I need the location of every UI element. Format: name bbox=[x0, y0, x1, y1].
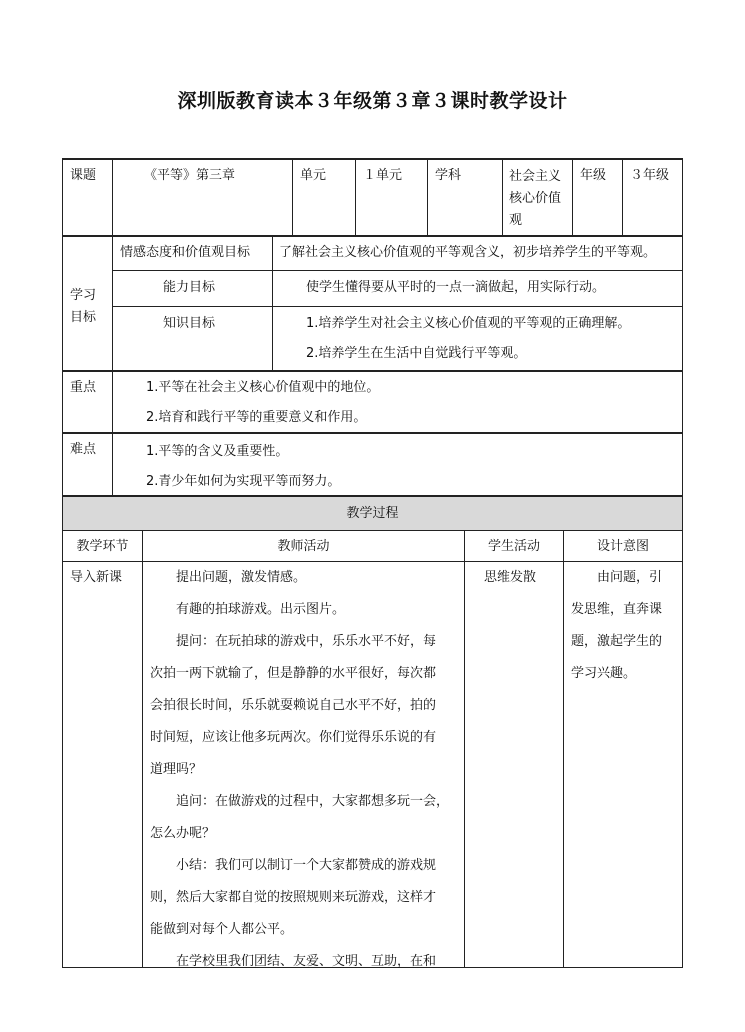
knowledge-objective-item: 2.培养学生在生活中自觉践行平等观。 bbox=[306, 346, 527, 361]
header-student-activity: 学生活动 bbox=[487, 539, 540, 554]
unit-label: 单元 bbox=[300, 168, 327, 183]
topic-label: 课题 bbox=[70, 168, 97, 183]
process-title: 教学过程 bbox=[346, 506, 399, 521]
knowledge-objective-item: 1.培养学生对社会主义核心价值观的平等观的正确理解。 bbox=[306, 316, 631, 331]
knowledge-objective-label: 知识目标 bbox=[163, 316, 216, 331]
design-intent-cell: 由问题，引 发思维，直奔课 题，激起学生的 学习兴趣。 bbox=[571, 570, 663, 681]
difficulties-label: 难点 bbox=[70, 442, 97, 457]
grade-value: ３年级 bbox=[630, 168, 670, 183]
header-stage: 教学环节 bbox=[76, 539, 129, 554]
student-activity-cell: 思维发散 bbox=[484, 570, 537, 585]
emotion-objective-label: 情感态度和价值观目标 bbox=[120, 245, 251, 260]
subject-label: 学科 bbox=[435, 168, 462, 183]
ability-objective-text: 使学生懂得要从平时的一点一滴做起，用实际行动。 bbox=[306, 280, 606, 295]
grade-label: 年级 bbox=[580, 168, 607, 183]
emotion-objective-text: 了解社会主义核心价值观的平等观含义，初步培养学生的平等观。 bbox=[279, 245, 657, 260]
key-point-item: 2.培育和践行平等的重要意义和作用。 bbox=[146, 410, 367, 425]
subject-value: 社会主义 核心价值 观 bbox=[509, 169, 562, 228]
document-title: 深圳版教育读本３年级第３章３课时教学设计 bbox=[177, 90, 568, 112]
unit-value: １单元 bbox=[363, 168, 403, 183]
ability-objective-label: 能力目标 bbox=[163, 280, 216, 295]
difficulty-item: 1.平等的含义及重要性。 bbox=[146, 444, 289, 459]
header-design-intent: 设计意图 bbox=[596, 539, 649, 554]
key-point-item: 1.平等在社会主义核心价值观中的地位。 bbox=[146, 380, 380, 395]
key-points-label: 重点 bbox=[70, 380, 97, 395]
header-teacher-activity: 教师活动 bbox=[277, 539, 330, 554]
difficulty-item: 2.青少年如何为实现平等而努力。 bbox=[146, 474, 341, 489]
teacher-activity-cell: 提出问题，激发情感。 有趣的拍球游戏。出示图片。 提问：在玩拍球的游戏中，乐乐水平不好，每 次拍一两下就输了，但是静静的水平很好，每次都 会拍很长时间，乐乐就耍赖说自己水平不好，拍的 时间短，应该让他多玩两次。你们觉得乐乐说的有 道理吗？ 追问：在做游戏的过程中，大家都想多玩一会， 怎么办呢？ 小结：我们可以制订一个大家都赞成的游戏规 则，然后大家都自觉的按照规则来玩游戏，这样才 能做到对每个人都公平。 在学校里我们团结、友爱、文明、互助，在和 bbox=[150, 570, 450, 969]
stage-cell: 导入新课 bbox=[70, 570, 123, 585]
topic-value: 《平等》第三章 bbox=[144, 168, 236, 183]
objectives-label: 学习 目标 bbox=[70, 288, 97, 325]
